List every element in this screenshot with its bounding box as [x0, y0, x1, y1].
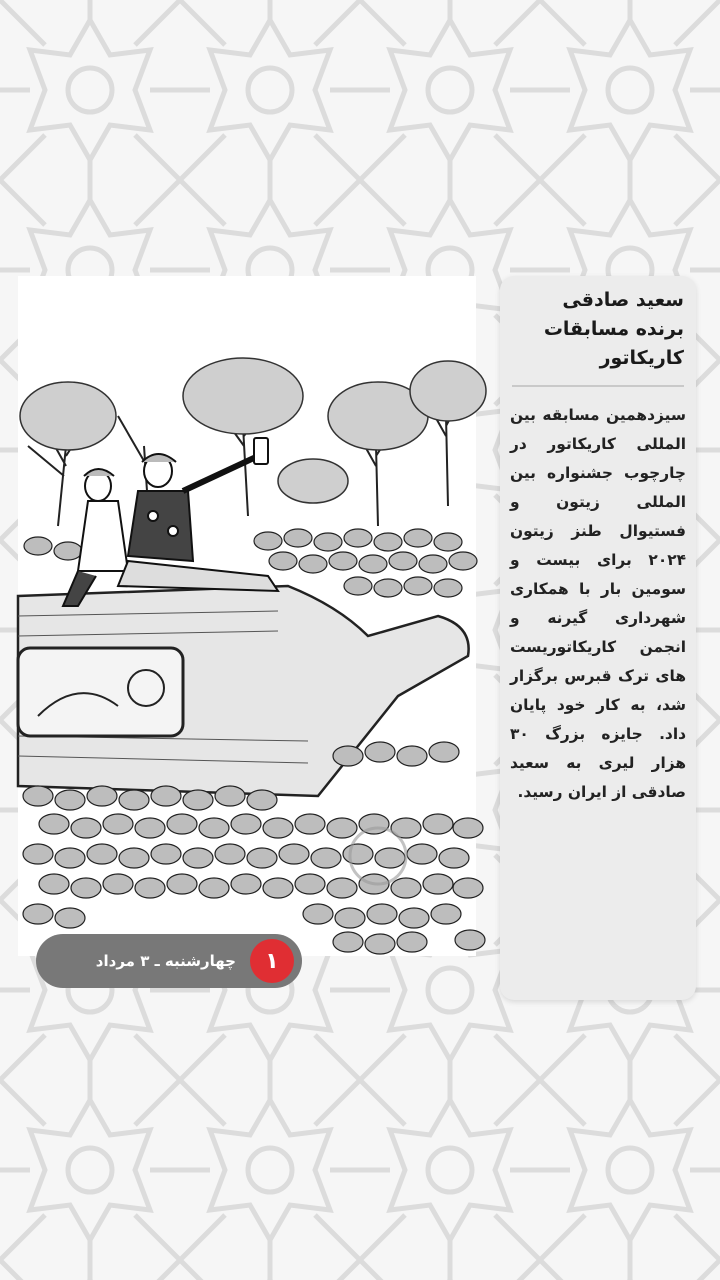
article-body: سیزدهمین مسابقه بین المللی کاریکاتور در چارچوب جشنواره بین المللی زیتون و فستیوال طنز زیتون ۲۰۲۴ برای بیست و سومین بار با همکاری شهرداری گیرنه و انجمن کاریکاتوریست های ترک قبرس برگزار شد، به کار خود پایان داد. جایزه بزرگ ۳۰ هزار لیری به سعید صادقی از ایران رسید. — [510, 406, 686, 801]
cartoon-image[interactable] — [18, 276, 476, 974]
article-headline: سعید صادقی برنده مسابقات کاریکاتور — [512, 286, 684, 387]
item-number-badge: ۱ — [250, 939, 294, 983]
date-label: چهارشنبه ـ ۳ مرداد — [95, 952, 236, 970]
article-text-panel — [500, 276, 696, 1000]
date-badge — [36, 934, 302, 988]
news-card — [18, 276, 700, 1000]
